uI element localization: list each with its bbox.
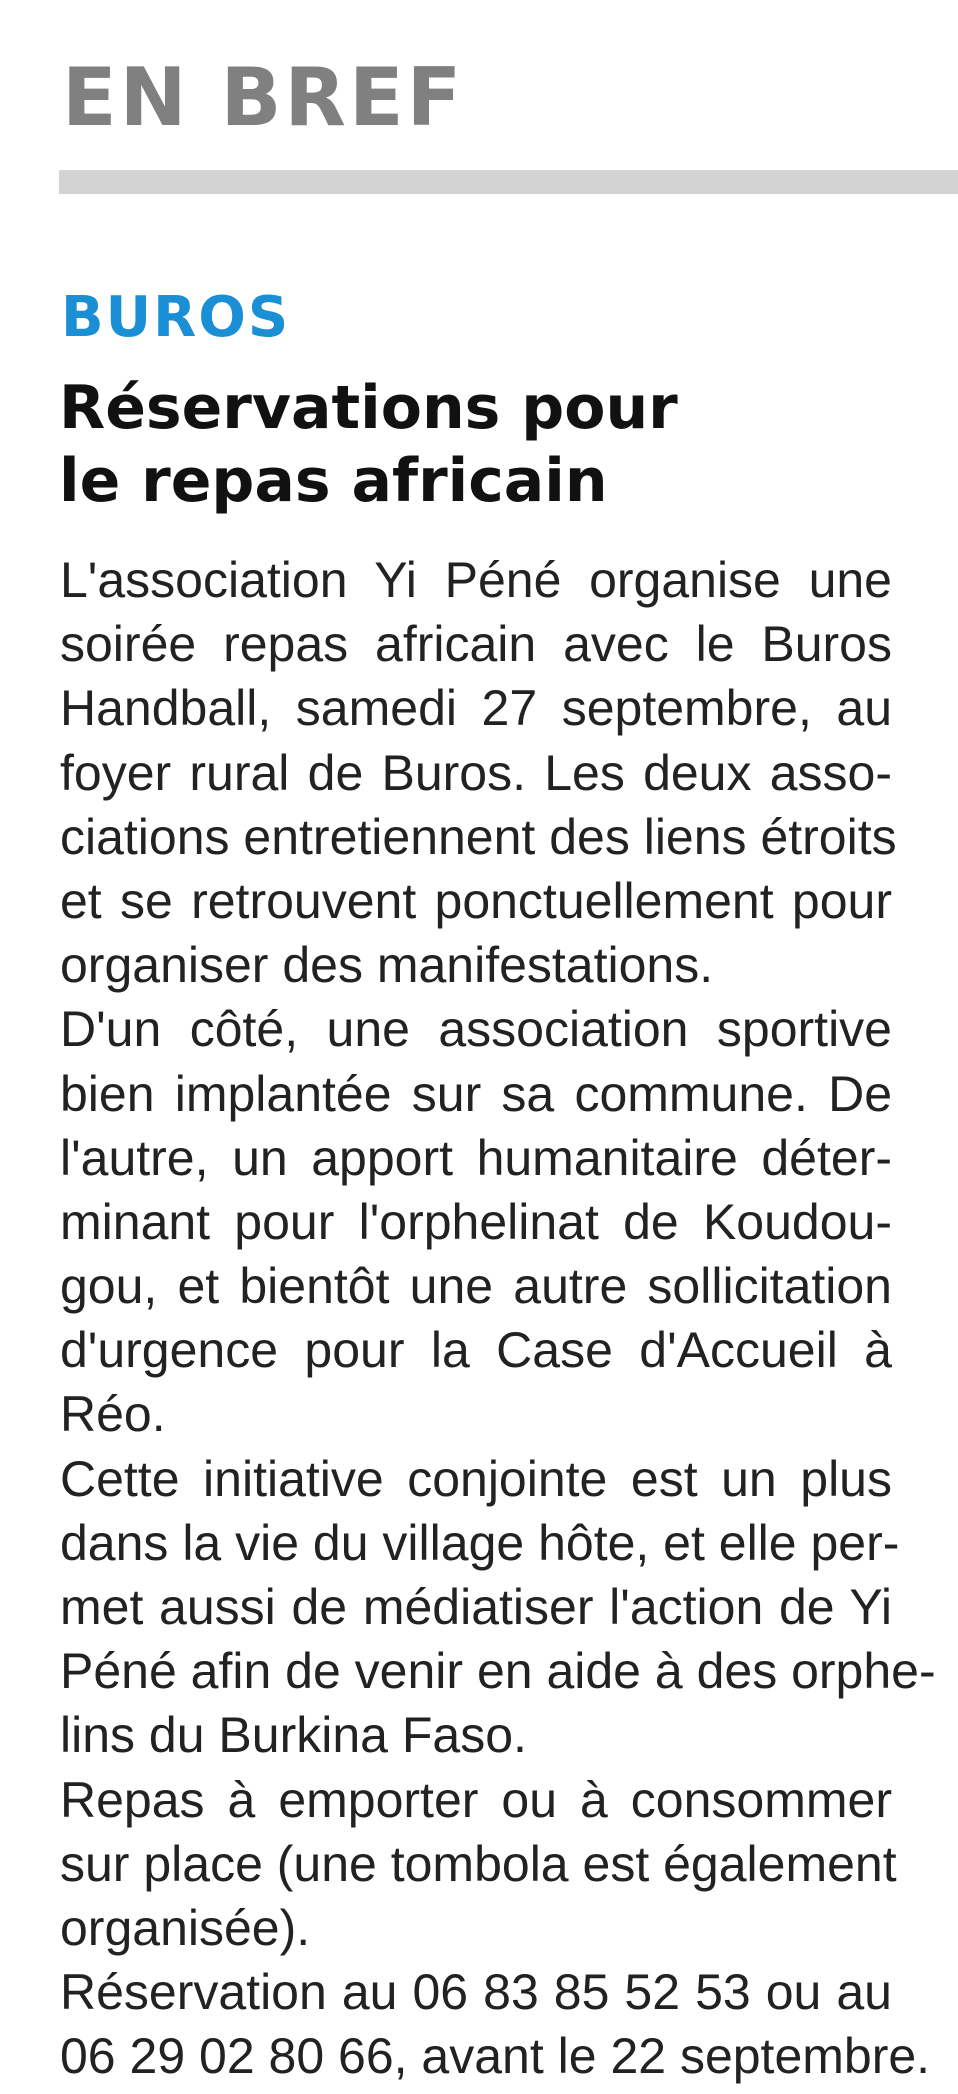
paragraph — [60, 997, 892, 1446]
text-line: Handball, samedi 27 septembre, au — [60, 680, 892, 737]
text-line: L'association Yi Péné organise une — [60, 552, 892, 608]
section-rubric: EN BREF — [62, 51, 465, 144]
text-line: ciations entretiennent des liens étroits — [60, 808, 897, 865]
text-line: gou, et bientôt une autre sollicitation — [60, 1258, 892, 1315]
text-line: Réo. — [60, 1386, 166, 1443]
paragraph — [60, 1768, 897, 1961]
text-line: l'autre, un apport humanitaire déter- — [60, 1129, 892, 1186]
text-line: Cette initiative conjointe est un plus — [60, 1450, 892, 1507]
text-line: minant pour l'orphelinat de Koudou- — [60, 1193, 892, 1250]
text-line: et se retrouvent ponctuellement pour — [60, 872, 892, 929]
paragraph — [60, 548, 897, 997]
article-kicker: BUROS — [61, 285, 291, 350]
text-line: D'un côté, une association sportive — [60, 1001, 892, 1058]
text-line: soirée repas africain avec le Buros — [60, 616, 892, 673]
headline-line: le repas africain — [59, 446, 608, 516]
text-line: dans la vie du village hôte, et elle per- — [60, 1514, 900, 1571]
article-body — [60, 548, 936, 2089]
article-headline — [59, 372, 899, 518]
text-line: organisée). — [60, 1899, 311, 1956]
text-line: sur place (une tombola est également — [60, 1835, 897, 1892]
headline-line: Réservations pour — [59, 373, 678, 443]
text-line: Repas à emporter ou à consommer — [60, 1771, 892, 1828]
paragraph — [60, 1960, 931, 2088]
text-line: foyer rural de Buros. Les deux asso- — [60, 744, 892, 801]
text-line: bien implantée sur sa commune. De — [60, 1065, 892, 1122]
text-line: organiser des manifestations. — [60, 937, 714, 994]
text-line: 06 29 02 80 66, avant le 22 septembre. — [60, 2028, 931, 2085]
text-line: d'urgence pour la Case d'Accueil à — [60, 1322, 892, 1379]
section-divider — [59, 170, 958, 194]
text-line: met aussi de médiatiser l'action de Yi — [60, 1579, 892, 1635]
text-line: Réservation au 06 83 85 52 53 ou au — [60, 1964, 892, 2021]
text-line: Péné afin de venir en aide à des orphe- — [60, 1643, 936, 1700]
text-line: lins du Burkina Faso. — [60, 1707, 527, 1764]
paragraph — [60, 1447, 936, 1768]
